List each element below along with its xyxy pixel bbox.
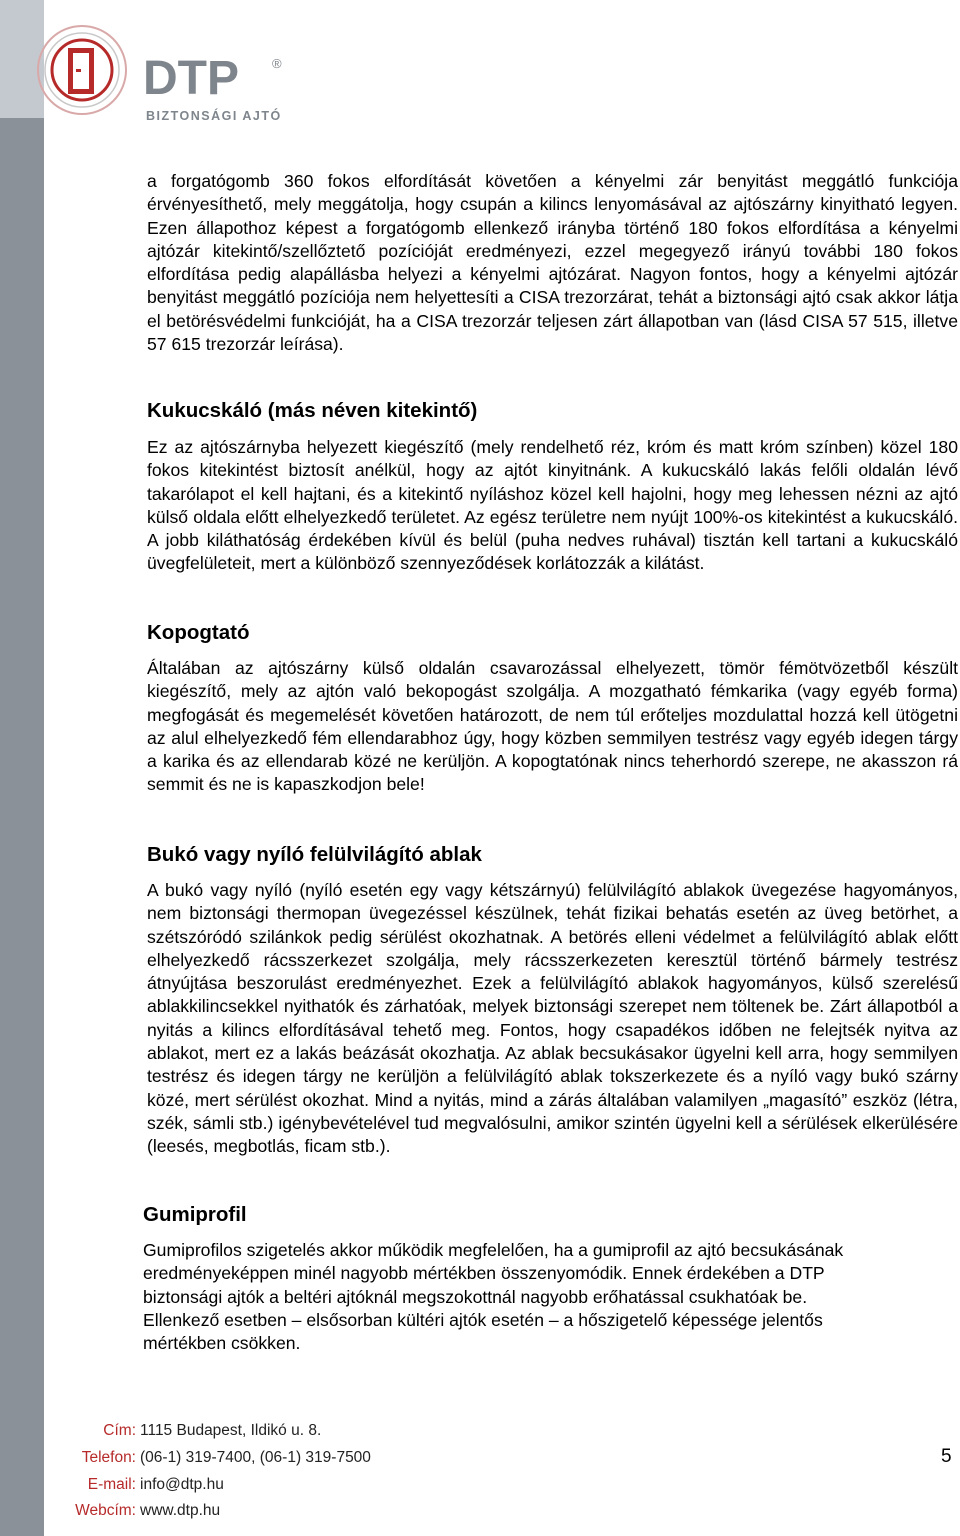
- logo-wordmark: DTP: [143, 52, 239, 105]
- section-kukucskalo-body: [147, 436, 958, 576]
- phone-label: Telefon:: [81, 1448, 136, 1466]
- registered-mark: ®: [272, 56, 282, 71]
- section-paragraph: Általában az ajtószárny külső oldalán csavarozással elhelyezett, tömör fémötvözetből készült kiegészítő, mely az ajtón való bekopogást szolgálja. A mozgatható fémkarika (vagy egyéb forma) megfogását és megemelését követően határozott, de nem túl erőteljes mozdulattal hozzá kell ütögetni az alul elhelyezkedő fém ellendarabhoz úgy, hogy közben semmilyen testrész vagy egyéb idegen tárgy a karika és az ellendarab közé ne kerüljön. A kopogtatónak nincs teherhordó szerepe, ne akasszon rá semmit és ne is kapaszkodjon bele!: [147, 658, 958, 795]
- gumiprofil-line: mértékben csökken.: [143, 1333, 301, 1354]
- web-label: Webcím:: [75, 1502, 136, 1520]
- dtp-logo: [30, 8, 290, 128]
- section-gumiprofil: [143, 1202, 954, 1228]
- address-label: Cím:: [103, 1422, 136, 1439]
- page-number: 5: [941, 1446, 952, 1467]
- section-kukucskalo: [147, 398, 958, 424]
- intro-paragraph: a forgatógomb 360 fokos elfordítását követően a kényelmi zár benyitást meggátló funkciója érvényesíthető, mely meggátolja, hogy csupán a kilincs lenyomásával az ajtószárny kinyitható legyen. Ezen állapothoz képest a forgatógomb ellenkező irányba történő 180 fokos elfordítása a kényelmi ajtózár kitekintő/szellőztető pozícióját eredményezi, ezzel megegyező irányú további 180 fokos elfordítása pedig alapállásba helyezi a kényelmi ajtózárat. Nagyon fontos, hogy a kényelmi ajtózár benyitást meggátló pozíciója nem helyettesíti a CISA trezorzárat, tehát a biztonsági ajtó csak akkor látja el betörésvédelmi funkcióját, ha a CISA trezorzár teljesen zárt állapotban van (lásd CISA 57 515, illetve 57 615 trezorzár leírása).: [147, 171, 958, 355]
- section-heading: Gumiprofil: [143, 1203, 247, 1226]
- footer-address-row: [66, 1418, 371, 1445]
- gumiprofil-line: Gumiprofilos szigetelés akkor működik megfelelően, ha a gumiprofil az ajtó becsukásának: [143, 1240, 844, 1260]
- section-kopogtato: [147, 620, 958, 646]
- phone-value: (06-1) 319-7400, (06-1) 319-7500: [140, 1448, 371, 1466]
- intro-block: [147, 170, 958, 356]
- section-heading: Kukucskáló (más néven kitekintő): [147, 399, 478, 422]
- email-label: E-mail:: [87, 1475, 136, 1493]
- web-link[interactable]: www.dtp.hu: [140, 1502, 221, 1520]
- footer-phone-row: [66, 1445, 371, 1472]
- section-paragraph: A bukó vagy nyíló (nyíló esetén egy vagy kétszárnyú) felülvilágító ablakok üvegezése hagyományos, nem biztonsági thermopan üvegezéssel készülnek, tehát fizikai behatás esetén az üveg betörhet, a szétszóródó szilánkok pedig sérülést okozhatnak. A betörés elleni védelmet a felülvilágító ablak előtt elhelyezkedő rácsszerkezet szolgálja, mely rácsszerkezeten keresztül történő bármely testrész átnyújtása beszorulást eredményezhet. Ezek a felülvilágító ablakok hagyományos, külső szerelésű ablakkilincsekkel nyithatók és zárhatóak, melyek biztonsági szerepet nem töltenek be. Zárt állapotból a nyitás a kilincs elfordításával tehető meg. Fontos, hogy csapadékos időben ne felejtsék nyitva az ablakot, mert ez a lakás beázását okozhatja. Az ablak becsukásakor ügyelni kell arra, hogy semmilyen testrész és idegen tárgy ne kerüljön a felülvilágító ablak tokszerkezete és a nyíló vagy bukó szárny közé, mert sérülést okozhat. Mind a nyitás, mind a zárás általában valamilyen „magasító” eszköz (létra, szék, sámli stb.) igénybevételével tud megvalósulni, amikor szintén ügyelni kell a sérülések elkerülésére (leesés, megbotlás, ficam stb.).: [147, 880, 958, 1157]
- section-felulvilagito: [147, 842, 958, 868]
- gumiprofil-line: Ellenkező esetben – elsősorban kültéri ajtók esetén – a hőszigetelő képessége jelentős: [143, 1309, 823, 1330]
- email-link[interactable]: info@dtp.hu: [140, 1475, 224, 1493]
- section-gumiprofil-body: [143, 1239, 958, 1355]
- section-felulvilagito-body: [147, 879, 958, 1159]
- logo-subtitle: BIZTONSÁGI AJTÓ: [146, 109, 282, 123]
- footer-web-row: [66, 1498, 371, 1525]
- section-paragraph: Ez az ajtószárnyba helyezett kiegészítő (mely rendelhető réz, króm és matt króm színben) közel 180 fokos kitekintést biztosít anélkül, hogy az ajtót kinyitnánk. A kukucskáló lakás felőli oldalán lévő takarólapot el kell hajtani, és a kitekintő nyíláshoz közel kell hajolni, hogy meg lehessen nézni az ajtó külső oldala előtt elhelyezkedő területet. Az egész területre nem nyújt 100%-os kitekintést a kukucskáló. A jobb kiláthatóság érdekében kívül és belül (puha nedves ruhával) tisztán kell tartani a kukucskáló üvegfelületeit, mert a különböző szennyeződések korlátozzák a kilátást.: [147, 437, 958, 574]
- footer-email-row: [66, 1472, 371, 1499]
- section-kopogtato-body: [147, 657, 958, 797]
- left-sidebar-bar: [0, 0, 44, 1536]
- section-heading: Bukó vagy nyíló felülvilágító ablak: [147, 843, 482, 866]
- address-value: 1115 Budapest, Ildikó u. 8.: [140, 1422, 322, 1439]
- gumiprofil-line: eredményeképpen minél nagyobb mértékben összenyomódik. Ennek érdekében a DTP: [143, 1263, 825, 1284]
- gumiprofil-line: biztonsági ajtók a beltéri ajtóknál megszokottnál nagyobb erőhatással csukhatóak be.: [143, 1286, 808, 1307]
- footer-contact: [66, 1418, 371, 1525]
- section-heading: Kopogtató: [147, 621, 250, 644]
